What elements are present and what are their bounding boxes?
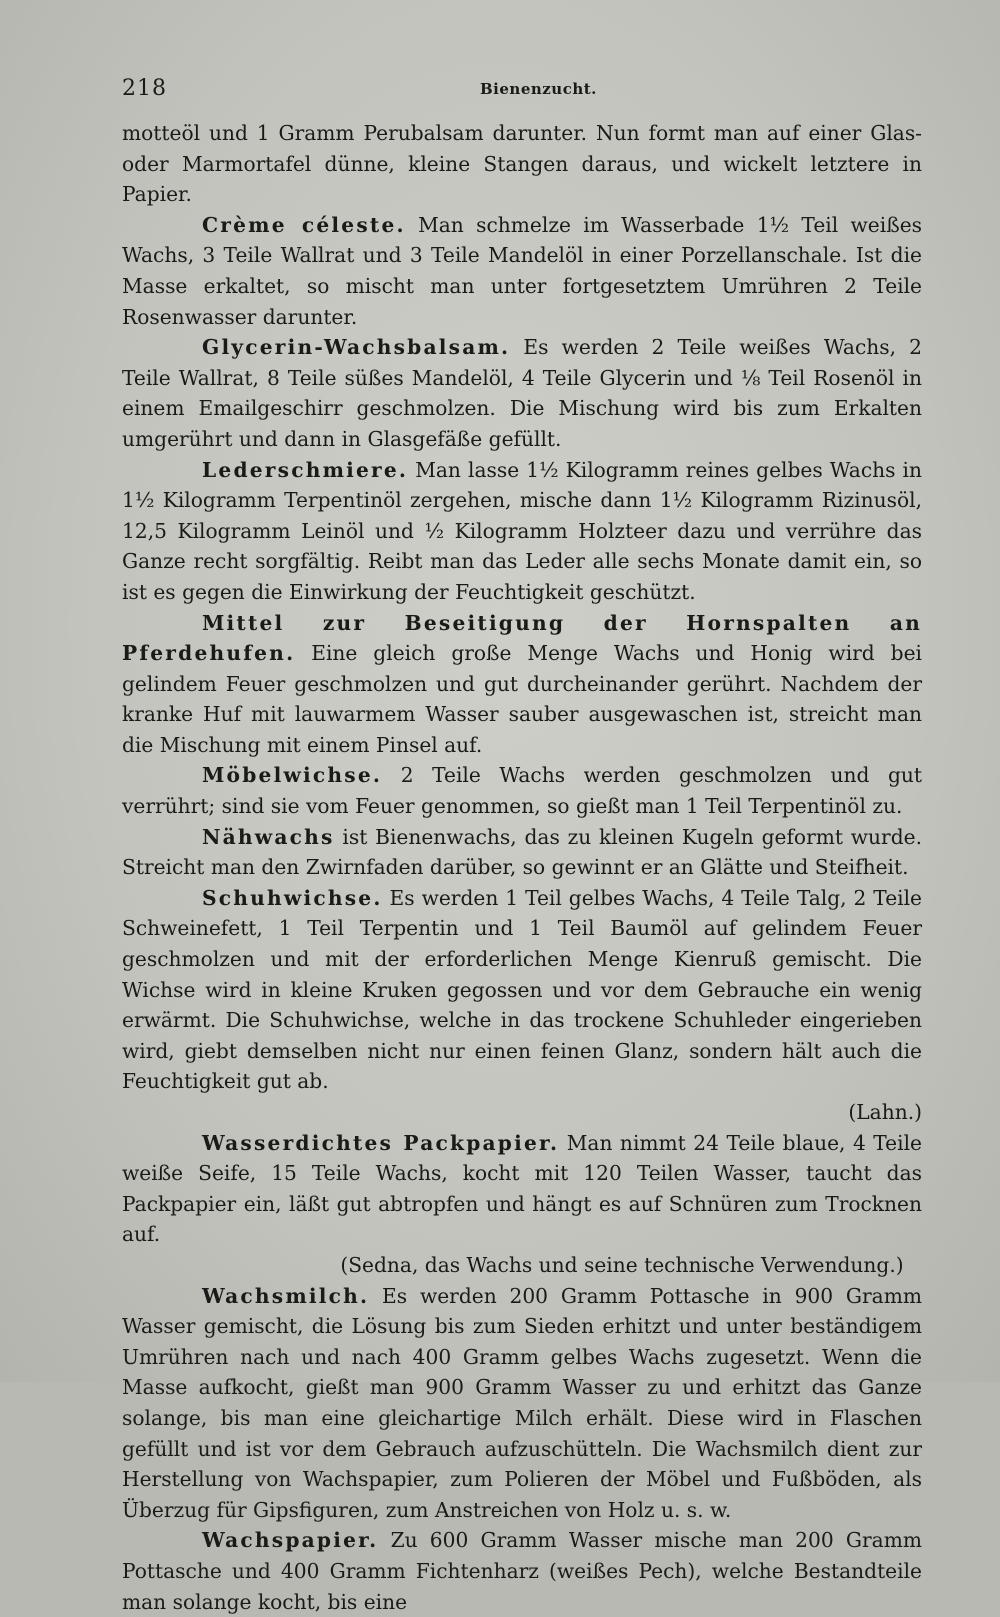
paragraph-text: motteöl und 1 Gramm Perubalsam darunter. Nun formt man auf einer Glas- oder Marmortafel dünne, kleine Stangen daraus, und wickelt letztere in Papier. xyxy=(122,121,922,207)
recipe-title: Mittel zur Beseitigung der Hornspalten an Pferdehufen. xyxy=(122,610,922,666)
source-citation: (Lahn.) xyxy=(848,1100,922,1124)
recipe-wachsmilch xyxy=(122,1281,922,1526)
page-header xyxy=(122,74,922,106)
recipe-text: Man nimmt 24 Teile blaue, 4 Teile weiße Seife, 15 Teile Wachs, kocht mit 120 Teilen Wasser, taucht das Packpapier ein, läßt gut abtropfen und hängt es auf Schnüren zum Trocknen auf. xyxy=(122,1130,922,1247)
recipe-text: Zu 600 Gramm Wasser mische man 200 Gramm Pottasche und 400 Gramm Fichtenharz (weißes Pech), welche Bestandteile man solange kocht, bis eine xyxy=(122,1528,922,1614)
recipe-text: 2 Teile Wachs werden geschmolzen und gut verrührt; sind sie vom Feuer genommen, so gießt man 1 Teil Terpentinöl zu. xyxy=(122,763,922,819)
recipe-title: Wachsmilch. xyxy=(202,1283,370,1308)
recipe-title: Glycerin-Wachsbalsam. xyxy=(202,335,511,360)
recipe-text: Es werden 200 Gramm Pottasche in 900 Gramm Wasser gemischt, die Lösung bis zum Sieden erhitzt und unter beständigem Umrühren nach und nach 400 Gramm gelbes Wachs zugesetzt. Wenn die Masse aufkocht, gießt man 900 Gramm Wasser zu und erhitzt das Ganze solange, bis man eine gleichartige Milch erhält. Diese wird in Flaschen gefüllt und ist vor dem Gebrauch aufzuschütteln. Die Wachsmilch dient zur Herstellung von Wachspapier, zum Polieren der Möbel und Fußböden, als Überzug für Gipsfiguren, zum Anstreichen von Holz u. s. w. xyxy=(122,1283,922,1522)
recipe-moebelwichse xyxy=(122,760,922,821)
recipe-wachspapier xyxy=(122,1525,922,1617)
recipe-text: Man lasse 1½ Kilogramm reines gelbes Wachs in 1½ Kilogramm Terpentinöl zergehen, mische dann 1½ Kilogramm Rizinusöl, 12,5 Kilogramm Leinöl und ½ Kilogramm Holzteer dazu und verrühre das Ganze recht sorgfältig. Reibt man das Leder alle sechs Monate damit ein, so ist es gegen die Einwirkung der Feuchtigkeit geschützt. xyxy=(122,457,923,604)
recipe-schuhwichse xyxy=(122,883,922,1128)
running-head: Bienenzucht. xyxy=(480,80,597,98)
recipe-lederschmiere xyxy=(122,455,922,608)
page-number: 218 xyxy=(122,76,167,101)
recipe-title: Schuhwichse. xyxy=(202,885,383,910)
recipe-title: Möbelwichse. xyxy=(202,763,383,788)
recipe-packpapier xyxy=(122,1128,922,1281)
recipe-glycerin-wachsbalsam xyxy=(122,332,922,454)
recipe-text: Es werden 2 Teile weißes Wachs, 2 Teile Wallrat, 8 Teile süßes Mandelöl, 4 Teile Glycerin und ⅛ Teil Rosenöl in einem Emailgeschirr geschmolzen. Die Mischung wird bis zum Erkalten umgerührt und dann in Glasgefäße gefüllt. xyxy=(122,335,923,451)
recipe-title: Nähwachs xyxy=(202,824,335,849)
recipe-hornspalten xyxy=(122,608,922,761)
recipe-title: Wasserdichtes Packpapier. xyxy=(202,1130,560,1155)
recipe-text: ist Bienenwachs, das zu kleinen Kugeln geformt wurde. Streicht man den Zwirnfaden darüber, so gewinnt er an Glätte und Steifheit. xyxy=(122,824,922,880)
recipe-text: Es werden 1 Teil gelbes Wachs, 4 Teile Talg, 2 Teile Schweinefett, 1 Teil Terpentin und 1 Teil Baumöl auf gelindem Feuer geschmolzen und mit der erforderlichen Menge Kienruß gemischt. Die Wichse wird in kleine Kruken gegossen und vor dem Gebrauche ein wenig erwärmt. Die Schuhwichse, welche in das trockene Schuhleder eingerieben wird, giebt demselben nicht nur einen feinen Glanz, sondern hält auch die Feuchtigkeit gut ab. xyxy=(122,885,923,1094)
recipe-creme-celeste xyxy=(122,210,922,332)
body-text xyxy=(122,118,922,1617)
recipe-text: Eine gleich große Menge Wachs und Honig wird bei gelindem Feuer geschmolzen und gut durcheinander gerührt. Nachdem der kranke Huf mit lauwarmem Wasser sauber ausgewaschen ist, streicht man die Mischung mit einem Pinsel auf. xyxy=(122,641,922,757)
recipe-title: Wachspapier. xyxy=(202,1528,379,1553)
recipe-title: Lederschmiere. xyxy=(202,457,409,482)
source-citation: (Sedna, das Wachs und seine technische Verwendung.) xyxy=(340,1252,904,1277)
recipe-title: Crème céleste. xyxy=(202,212,406,237)
recipe-naehwachs xyxy=(122,822,922,883)
paragraph-continuation xyxy=(122,118,922,210)
recipe-text: Man schmelze im Wasserbade 1½ Teil weißes Wachs, 3 Teile Wallrat und 3 Teile Mandelöl in einer Porzellanschale. Ist die Masse erkaltet, so mischt man unter fortgesetztem Umrühren 2 Teile Rosenwasser darunter. xyxy=(122,212,923,329)
